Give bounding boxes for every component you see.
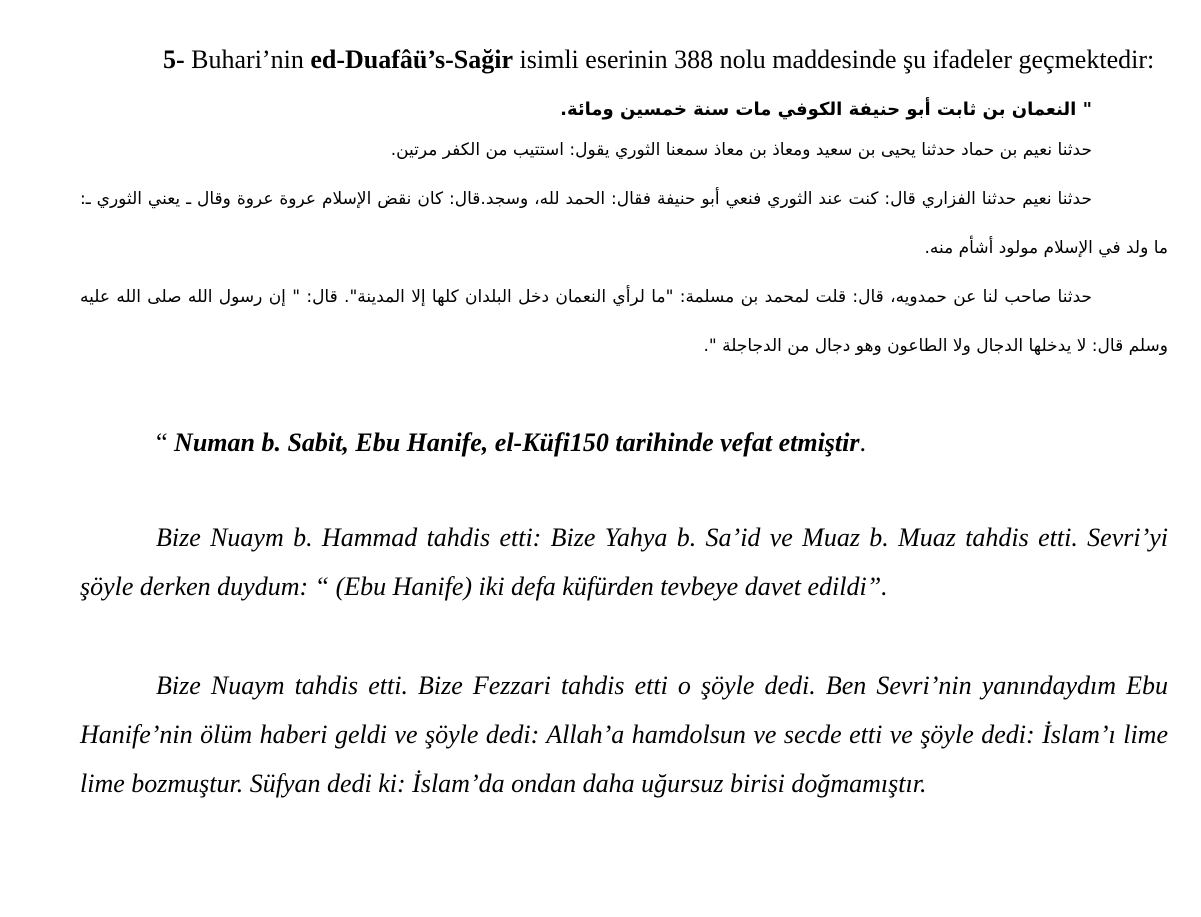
quote-open-mark: “ xyxy=(156,428,175,457)
translation-quote-text: Numan b. Sabit, Ebu Hanife, el-Küfi150 tarihinde vefat etmiştir xyxy=(174,428,860,457)
intro-paragraph xyxy=(80,40,1168,80)
arabic-paragraph-1: حدثنا نعيم بن حماد حدثنا يحيى بن سعيد ومعاذ بن معاذ سمعنا الثوري يقول: استتيب من الكفر مرتين. xyxy=(390,140,1092,160)
translation-paragraph-2: Bize Nuaym tahdis etti. Bize Fezzari tahdis etti o şöyle dedi. Ben Sevri’nin yanındaydım Ebu Hanife’nin ölüm haberi geldi ve şöyle dedi: Allah’a hamdolsun ve secde etti ve şöyle dedi: İslam’ı lime lime bozmuştur. Süfyan dedi ki: İslam’da ondan daha uğursuz birisi doğmamıştır. xyxy=(80,671,1168,798)
arabic-title-line: " النعمان بن ثابت أبو حنيفة الكوفي مات سنة خمسين ومائة. xyxy=(560,99,1092,120)
intro-text-post: isimli eserinin 388 nolu maddesinde şu ifadeler geçmektedir: xyxy=(513,45,1155,74)
arabic-text-block xyxy=(80,94,1168,371)
arabic-paragraph-2: حدثنا نعيم حدثنا الفزاري قال: كنت عند الثوري فنعي أبو حنيفة فقال: الحمد لله، وسجد.قال: كان نقض الإسلام عروة عروة وقال ـ يعني الثوري ـ: ما ولد في الإسلام مولود أشأم منه. xyxy=(80,189,1168,258)
quote-end-mark: . xyxy=(859,428,866,457)
arabic-paragraph-3: حدثنا صاحب لنا عن حمدويه، قال: قلت لمحمد بن مسلمة: "ما لرأي النعمان دخل البلدان كلها إلا المدينة". قال: " إن رسول الله صلى الله عليه وسلم قال: لا يدخلها الدجال ولا الطاعون وهو دجال من الدجاجلة ". xyxy=(80,287,1168,356)
translation-paragraph-1: Bize Nuaym b. Hammad tahdis etti: Bize Yahya b. Sa’id ve Muaz b. Muaz tahdis etti. Sevri’yi şöyle derken duydum: “ (Ebu Hanife) iki defa küfürden tevbeye davet edildi”. xyxy=(80,523,1168,601)
translation-quote-line xyxy=(80,423,1168,463)
book-title: ed-Duafâü’s-Sağir xyxy=(310,45,514,74)
document-page xyxy=(80,40,1168,808)
intro-text-pre: Buhari’nin xyxy=(184,45,311,74)
item-number: 5- xyxy=(163,45,185,74)
